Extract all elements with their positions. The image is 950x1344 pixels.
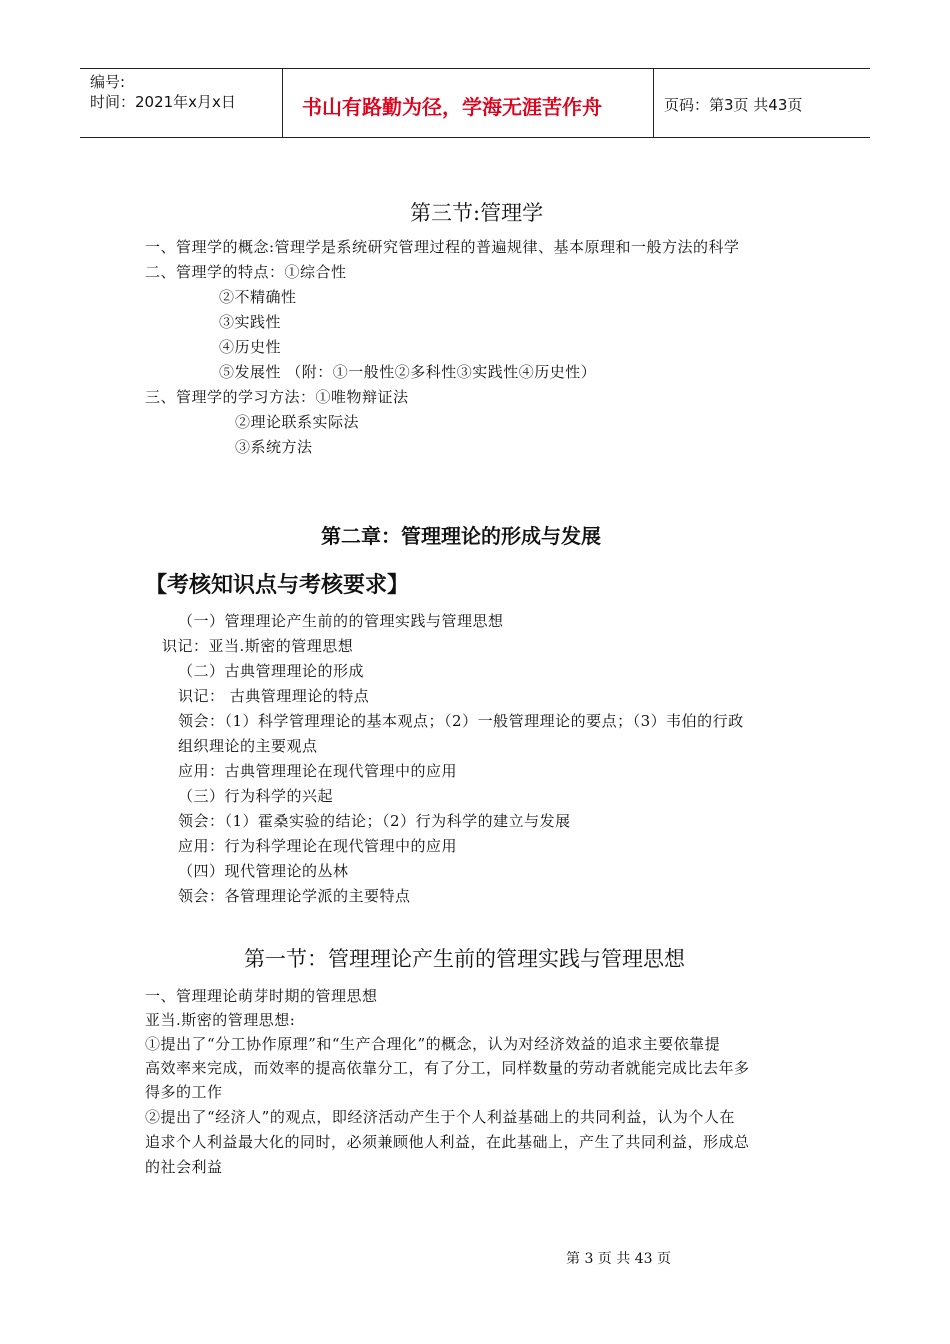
document-header	[80, 68, 870, 138]
section1-line: 的社会利益	[145, 1158, 223, 1176]
section3-line: ②理论联系实际法	[235, 413, 360, 431]
requirements-title: 【考核知识点与考核要求】	[145, 572, 410, 598]
requirement-line: 组织理论的主要观点	[178, 737, 318, 755]
section1-line: ①提出了“分工协作原理”和“生产合理化”的概念，认为对经济效益的追求主要依靠提	[145, 1035, 721, 1053]
section1-title: 第一节：管理理论产生前的管理实践与管理思想	[244, 947, 685, 971]
section1-line: 高效率来完成，而效率的提高依靠分工，有了分工，同样数量的劳动者就能完成比去年多	[145, 1059, 750, 1077]
document-date-label: 时间：2021年x月x日	[90, 93, 236, 111]
chapter2-title: 第二章：管理理论的形成与发展	[321, 524, 601, 548]
requirement-line: 应用：行为科学理论在现代管理中的应用	[178, 837, 458, 855]
requirement-line: 领会：各管理理论学派的主要特点	[178, 887, 411, 905]
requirement-line: 识记：亚当.斯密的管理思想	[162, 637, 354, 655]
requirement-line: （三）行为科学的兴起	[178, 787, 334, 805]
section3-line: ③实践性	[219, 313, 282, 331]
page-footer: 第 3 页 共 43 页	[566, 1251, 671, 1267]
requirement-line: 领会：（1）科学管理理论的基本观点；（2）一般管理理论的要点；（3）韦伯的行政	[178, 712, 744, 730]
document-number-label: 编号:	[90, 73, 126, 91]
section3-line: 一、管理学的概念:管理学是系统研究管理过程的普遍规律、基本原理和一般方法的科学	[145, 238, 740, 256]
section3-line: 二、管理学的特点：①综合性	[145, 263, 347, 281]
section3-line: ②不精确性	[219, 288, 297, 306]
section1-line: 追求个人利益最大化的同时，必须兼顾他人利益，在此基础上，产生了共同利益，形成总	[145, 1133, 750, 1151]
requirement-line: 领会：（1）霍桑实验的结论；（2）行为科学的建立与发展	[178, 812, 571, 830]
header-motto: 书山有路勤为径，学海无涯苦作舟	[302, 95, 602, 119]
section1-line: 得多的工作	[145, 1083, 223, 1101]
requirement-line: （四）现代管理论的丛林	[178, 862, 349, 880]
requirement-line: （一）管理理论产生前的的管理实践与管理思想	[178, 612, 504, 630]
section3-line: 三、管理学的学习方法：①唯物辩证法	[145, 388, 409, 406]
section3-line: ④历史性	[219, 338, 282, 356]
requirement-line: （二）古典管理理论的形成	[178, 662, 365, 680]
requirement-line: 应用：古典管理理论在现代管理中的应用	[178, 762, 458, 780]
section1-line: 一、管理理论萌芽时期的管理思想	[145, 987, 378, 1005]
header-page-info: 页码：第3页 共43页	[664, 96, 803, 114]
section3-title: 第三节:管理学	[410, 201, 544, 225]
section3-line: ⑤发展性 （附：①一般性②多科性③实践性④历史性）	[219, 363, 597, 381]
section3-line: ③系统方法	[235, 438, 313, 456]
section1-line: ②提出了“经济人”的观点，即经济活动产生于个人利益基础上的共同利益，认为个人在	[145, 1108, 735, 1126]
section1-line: 亚当.斯密的管理思想:	[145, 1011, 296, 1029]
requirement-line: 识记： 古典管理理论的特点	[178, 687, 370, 705]
